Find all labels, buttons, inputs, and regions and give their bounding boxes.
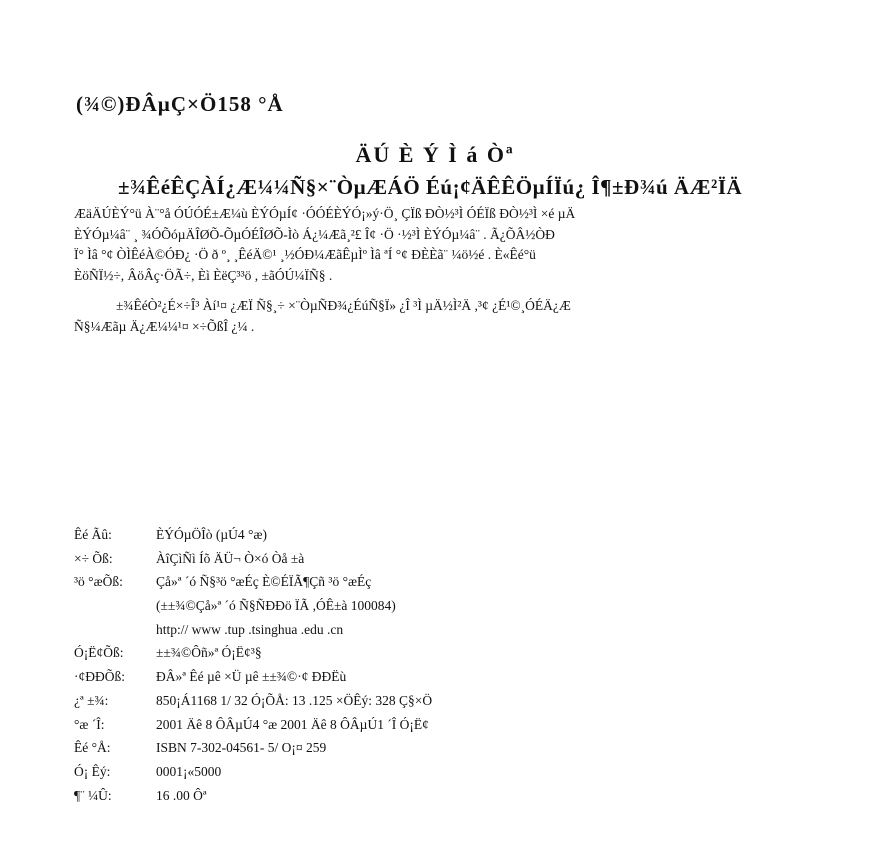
abstract-line: Ï° Ìâ °¢ ÒÌÊéÀ©ÓÐ¿ ·Ö ð º¸ ¸ÊéÄ©¹ ¸½ÓÐ¼ÆãÊµÌº Ìâ ªÍ °¢ ÐÈÈã¨ ¼ö½é . È«Êé°ü bbox=[74, 247, 536, 262]
info-label: ³ö °æÕß: bbox=[74, 574, 123, 590]
info-row-printer bbox=[74, 645, 834, 669]
info-value: 2001 Äê 8 ÔÂµÚ4 °æ 2001 Äê 8 ÔÂµÚ1 ´Î Ó¡Ë¢ bbox=[156, 716, 429, 732]
info-label: ×÷ Õß: bbox=[74, 550, 113, 566]
info-row-price bbox=[74, 788, 834, 812]
info-value: 850¡Á1168 1/ 32 Ó¡ÕÅ: 13 .125 ×ÖÊý: 328 Ç§×Ö bbox=[156, 692, 433, 708]
info-value: 16 .00 Ôª bbox=[156, 787, 207, 803]
audience-line: ±¾ÊéÒ²¿É×÷Î³ Àí¹¤ ¿ÆÏ Ñ§¸÷ ×¨ÒµÑÐ¾¿ÉúÑ§Ï» ¿Î ³Ì µÄ½Ì²Ä ,³¢ ¿É¹©¸ÓÉÄ¿Æ bbox=[116, 298, 571, 313]
info-row-url bbox=[74, 622, 834, 646]
info-value: ÐÂ»ª Êé µê ×Ü µê ±±¾©·¢ ÐÐËù bbox=[156, 669, 347, 685]
cip-header: (¾©)ÐÂµÇ×Ö158 °Å bbox=[76, 92, 284, 116]
info-row-title bbox=[74, 527, 834, 551]
abstract-line: ÆäÄÚÈÝ°ü À¨°å ÓÚÓÉ±Æ¼ù ÈÝÓµÍ¢ ·ÓÓÉÈÝÓ¡»ý·Ö¸ ÇÏß ÐÒ½³Ì ÓÉÏß ÐÒ½³Ì ×é µÄ bbox=[74, 206, 576, 221]
audience-line: Ñ§¼Æãµ Ä¿Æ¼¼¹¤ ×÷ÕßÎ ¿¼ . bbox=[74, 318, 255, 334]
info-value: Çå»ª ´ó Ñ§³ö °æÉç È©ÉÏÃ¶Çñ ³ö °æÉç bbox=[156, 574, 372, 590]
audience-paragraph bbox=[74, 296, 814, 337]
info-value: ISBN 7-302-04561- 5/ O¡¤ 259 bbox=[156, 740, 327, 756]
info-row-distributor bbox=[74, 669, 834, 693]
publication-info bbox=[74, 527, 834, 811]
abstract-line: ÈöÑÏ½÷, ÂöÂç·ÖÃ÷, Èì ÈëÇ³³ö , ±ãÓÚ¼ÏÑ§ . bbox=[74, 267, 333, 283]
info-label: ·¢ÐÐÕß: bbox=[74, 669, 125, 685]
info-row-print-run bbox=[74, 764, 834, 788]
info-value: http:// www .tup .tsinghua .edu .cn bbox=[156, 621, 344, 637]
info-row-format bbox=[74, 693, 834, 717]
info-label: ¶¨ ¼Û: bbox=[74, 787, 112, 803]
section-title: ÄÚ È Ý Ì á Òª bbox=[355, 142, 515, 167]
info-label: °æ ´Î: bbox=[74, 716, 105, 732]
info-label: Êé Ãû: bbox=[74, 527, 112, 542]
info-label: Ó¡ Êý: bbox=[74, 763, 111, 779]
info-value: ÀîÇìÑì Íõ ÄÜ¬ Ò×ó Òå ±à bbox=[156, 550, 305, 566]
info-value: (±±¾©Çå»ª ´ó Ñ§ÑÐÐö ÏÃ ,ÓÊ±à 100084) bbox=[156, 598, 396, 614]
info-row-isbn bbox=[74, 740, 834, 764]
info-value: ÈÝÓµÖÎò (µÚ4 °æ) bbox=[156, 527, 267, 542]
info-row-edition bbox=[74, 717, 834, 741]
info-value: ±±¾©Ôñ»ª Ó¡Ë¢³§ bbox=[156, 645, 262, 661]
abstract-paragraph bbox=[74, 204, 814, 286]
abstract-line: ÈÝÓµ¼â¨ ¸ ¾ÓÕóµÄÎØÕ-ÕµÓÉÎØÕ-Ìò Á¿¼Æã¸²£ Î¢ ·Ö ·½³Ì ÈÝÓµ¼â¨ . Ã¿ÕÂ½ÒÐ bbox=[74, 226, 555, 242]
info-row-address bbox=[74, 598, 834, 622]
abstract-first-line: ±¾ÊéÊÇÀÍ¿Æ¼¼Ñ§×¨ÒµÆÁÖ Éú¡¢ÄÊÊÖµÍÏú¿ Î¶±Ð¾ú ÄÆ²ÏÄ bbox=[118, 175, 743, 199]
info-value: 0001¡«5000 bbox=[156, 763, 222, 779]
info-label: Êé °Å: bbox=[74, 740, 111, 756]
info-label: ¿ª ±¾: bbox=[74, 692, 109, 708]
info-label: Ó¡Ë¢Õß: bbox=[74, 645, 124, 661]
info-row-publisher bbox=[74, 574, 834, 598]
info-row-author bbox=[74, 551, 834, 575]
